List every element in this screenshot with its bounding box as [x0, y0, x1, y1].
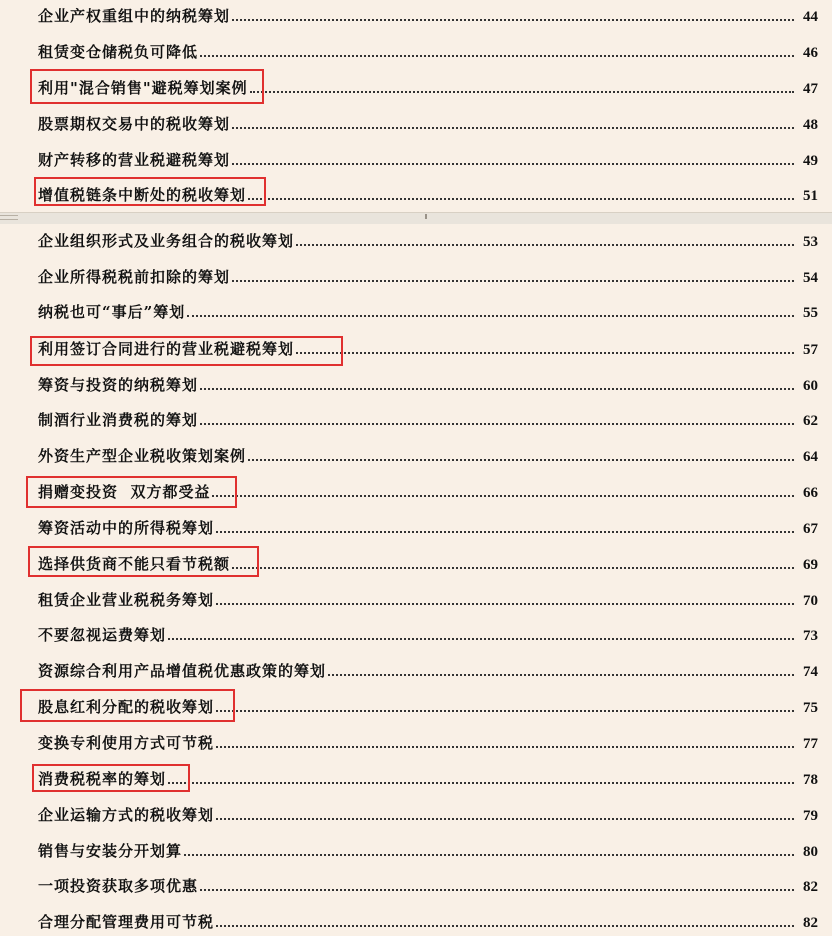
toc-entry[interactable] — [38, 110, 818, 134]
toc-entry[interactable] — [38, 2, 818, 26]
toc-entry-page: 60 — [803, 378, 818, 394]
toc-entry-title: 制酒行业消费税的筹划 — [38, 411, 199, 429]
toc-entry[interactable] — [38, 406, 818, 430]
toc-entry-page: 47 — [803, 81, 818, 97]
toc-entry[interactable] — [38, 729, 818, 753]
document-page-lower — [0, 224, 832, 936]
toc-entry-page: 75 — [803, 700, 818, 716]
toc-leader-dots — [216, 602, 794, 605]
toc-entry-title: 利用"混合销售"避税筹划案例 — [38, 79, 248, 97]
toc-leader-dots — [328, 673, 794, 676]
toc-entry-title: 租赁变仓储税负可降低 — [38, 43, 199, 61]
highlight-box — [32, 764, 190, 792]
toc-entry-title: 消费税税率的筹划 — [38, 770, 167, 788]
toc-entry-page: 62 — [803, 413, 818, 429]
toc-entry-page: 67 — [803, 521, 818, 537]
toc-entry-title: 资源综合利用产品增值税优惠政策的筹划 — [38, 662, 327, 680]
toc-leader-dots — [168, 637, 794, 640]
toc-entry-title: 捐赠变投资 双方都受益 — [38, 483, 211, 501]
toc-leader-dots — [200, 422, 794, 425]
toc-leader-dots — [216, 530, 794, 533]
toc-entry-title: 纳税也可“事后”筹划 — [38, 303, 186, 321]
toc-entry-page: 79 — [803, 808, 818, 824]
toc-entry-title: 股票期权交易中的税收筹划 — [38, 115, 231, 133]
toc-entry-page: 82 — [803, 915, 818, 931]
toc-entry-title: 企业运输方式的税收筹划 — [38, 806, 215, 824]
toc-entry[interactable] — [38, 872, 818, 896]
highlight-box — [30, 336, 343, 366]
toc-leader-dots — [232, 162, 794, 165]
highlight-box — [34, 177, 266, 206]
toc-entry-page: 77 — [803, 736, 818, 752]
toc-entry[interactable] — [38, 263, 818, 287]
toc-entry-page: 69 — [803, 557, 818, 573]
toc-entry-page: 66 — [803, 485, 818, 501]
toc-leader-dots — [296, 351, 794, 354]
toc-entry-title: 租赁企业营业税税务筹划 — [38, 591, 215, 609]
toc-entry-page: 44 — [803, 9, 818, 25]
toc-leader-dots — [216, 817, 794, 820]
toc-entry-title: 外资生产型企业税收策划案例 — [38, 447, 247, 465]
toc-entry[interactable] — [38, 38, 818, 62]
toc-leader-dots — [232, 126, 794, 129]
highlight-box — [26, 476, 237, 508]
page-break-marker — [425, 214, 427, 219]
toc-entry-title: 筹资活动中的所得税筹划 — [38, 519, 215, 537]
toc-entry-page: 51 — [803, 188, 818, 204]
toc-leader-dots — [232, 18, 794, 21]
toc-entry[interactable] — [38, 298, 818, 322]
toc-entry-page: 57 — [803, 342, 818, 358]
toc-entry-page: 74 — [803, 664, 818, 680]
document-page-upper — [0, 0, 832, 212]
toc-entry-page: 64 — [803, 449, 818, 465]
toc-entry[interactable] — [38, 514, 818, 538]
toc-leader-dots — [296, 243, 794, 246]
toc-entry[interactable] — [38, 371, 818, 395]
toc-entry-title: 一项投资获取多项优惠 — [38, 877, 199, 895]
toc-entry-title: 增值税链条中断处的税收筹划 — [38, 186, 247, 204]
toc-entry-title: 财产转移的营业税避税筹划 — [38, 151, 231, 169]
toc-entry-title: 筹资与投资的纳税筹划 — [38, 376, 199, 394]
toc-entry-page: 46 — [803, 45, 818, 61]
toc-leader-dots — [250, 90, 794, 93]
toc-entry[interactable] — [38, 837, 818, 861]
toc-entry-title: 变换专利使用方式可节税 — [38, 734, 215, 752]
toc-leader-dots — [232, 566, 794, 569]
toc-leader-dots — [200, 387, 794, 390]
toc-leader-dots — [168, 781, 794, 784]
toc-entry[interactable] — [38, 657, 818, 681]
toc-entry-page: 78 — [803, 772, 818, 788]
toc-leader-dots — [232, 279, 794, 282]
toc-leader-dots — [200, 888, 794, 891]
toc-entry-title: 利用签订合同进行的营业税避税筹划 — [38, 340, 295, 358]
toc-leader-dots — [216, 745, 794, 748]
toc-entry-title: 选择供货商不能只看节税额 — [38, 555, 231, 573]
page-break-marker — [0, 215, 18, 220]
toc-entry-title: 股息红利分配的税收筹划 — [38, 698, 215, 716]
highlight-box — [30, 69, 264, 104]
toc-entry[interactable] — [38, 146, 818, 170]
toc-entry-title: 企业产权重组中的纳税筹划 — [38, 7, 231, 25]
toc-leader-dots — [248, 458, 794, 461]
highlight-box — [28, 546, 259, 577]
toc-entry-page: 48 — [803, 117, 818, 133]
toc-leader-dots — [184, 853, 794, 856]
toc-entry-page: 73 — [803, 628, 818, 644]
toc-entry-page: 54 — [803, 270, 818, 286]
toc-leader-dots — [216, 709, 794, 712]
toc-entry-page: 82 — [803, 879, 818, 895]
toc-entry[interactable] — [38, 621, 818, 645]
toc-entry-title: 合理分配管理费用可节税 — [38, 913, 215, 931]
toc-entry-page: 53 — [803, 234, 818, 250]
toc-entry[interactable] — [38, 227, 818, 251]
toc-entry-page: 49 — [803, 153, 818, 169]
toc-entry-page: 55 — [803, 305, 818, 321]
toc-leader-dots — [248, 197, 794, 200]
toc-entry-title: 销售与安装分开划算 — [38, 842, 183, 860]
toc-leader-dots — [212, 494, 794, 497]
toc-entry-title: 企业所得税税前扣除的筹划 — [38, 268, 231, 286]
toc-entry[interactable] — [38, 801, 818, 825]
toc-entry[interactable] — [38, 586, 818, 610]
toc-entry-page: 70 — [803, 593, 818, 609]
toc-entry-title: 不要忽视运费筹划 — [38, 626, 167, 644]
toc-entry-page: 80 — [803, 844, 818, 860]
toc-entry[interactable] — [38, 908, 818, 932]
toc-leader-dots — [216, 924, 794, 927]
toc-entry[interactable] — [38, 442, 818, 466]
toc-leader-dots — [187, 314, 794, 317]
toc-leader-dots — [200, 54, 794, 57]
toc-entry-title: 企业组织形式及业务组合的税收筹划 — [38, 232, 295, 250]
highlight-box — [20, 689, 235, 722]
